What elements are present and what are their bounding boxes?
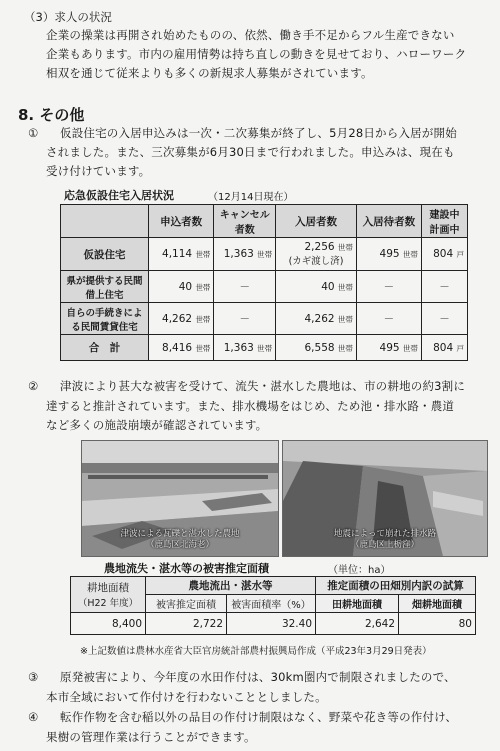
cell-value: 495: [379, 341, 400, 354]
cell: [356, 335, 421, 361]
table1-header-blank: [61, 205, 149, 238]
cell-unit: 世帯: [402, 250, 418, 259]
table1-title: 応急仮設住宅入居状況: [64, 189, 174, 202]
cell-unit: 世帯: [337, 343, 353, 353]
section-heading-3: （3）求人の状況: [24, 10, 112, 24]
table1-header-waiting: 入居待者数: [356, 205, 421, 238]
item-marker-2: ②: [28, 379, 39, 393]
item-marker-3: ③: [28, 670, 39, 684]
table-row: [61, 303, 468, 335]
cell-unit: 世帯: [257, 343, 273, 353]
paragraph-job-offers-l1: 企業の操業は再開され始めたものの、依然、働き手不足からフル生産できない: [46, 28, 455, 42]
item-marker-1: ①: [28, 126, 39, 140]
cell: [214, 335, 276, 361]
photo1-caption-line2: （鹿島区北海老）: [145, 540, 214, 550]
cell: [276, 335, 357, 361]
cell-unit: 世帯: [337, 243, 353, 252]
cell-value: 8,416: [162, 341, 193, 354]
cell-value: 40: [178, 280, 193, 293]
paragraph-job-offers-l2: 企業もあります。市内の雇用情勢は持ち直しの動きを見せており、ハローワーク: [46, 47, 467, 61]
cell: [276, 303, 357, 335]
cell: －: [356, 271, 421, 303]
cell-value: 6,558: [304, 341, 335, 354]
row-label: 自らの手続きによる民間賃貸住宅: [61, 303, 149, 335]
cell: 8,400: [71, 613, 146, 635]
table2-header-area-label: 耕地面積: [87, 582, 129, 594]
item4-line2: 果樹の管理作業は行うことができます。: [46, 730, 256, 744]
cell: －: [421, 271, 467, 303]
cell: －: [356, 303, 421, 335]
table-row: [61, 271, 468, 303]
cell-unit: 戸: [456, 250, 464, 259]
item4-line1: 転作作物を含む稲以外の品目の作付け制限はなく、野菜や花き等の作付け、: [60, 710, 458, 724]
cell: －: [421, 303, 467, 335]
cell-note: (カギ渡し済): [288, 256, 344, 267]
cell: [148, 335, 214, 361]
table2-header-field: 畑耕地面積: [399, 595, 476, 613]
cell-value: 495: [379, 248, 400, 260]
cell: [421, 335, 467, 361]
table-row-total: [61, 335, 468, 361]
farmland-damage-table: [70, 576, 476, 635]
row-label: 合 計: [61, 335, 149, 361]
section-heading-8: 8. その他: [18, 106, 85, 124]
table2-header-area: [71, 577, 146, 613]
row-label: 仮設住宅: [61, 238, 149, 271]
table1-header-construction: 建設中計画中: [421, 205, 467, 238]
table2-header-est-area: 被害推定面積: [146, 595, 227, 613]
item3-line1: 原発被害により、今年度の水田作付は、30km圏内で制限されましたので、: [60, 670, 456, 684]
cell: －: [214, 271, 276, 303]
table2-header-damage: 農地流出・湛水等: [146, 577, 316, 595]
cell: [148, 303, 214, 335]
table2-header-area-year: （H22 年度）: [77, 598, 139, 609]
item2-line3: など多くの施設崩壊が確認されています。: [46, 418, 268, 432]
cell-unit: 戸: [456, 343, 464, 353]
table2-unit: （単位：ha）: [328, 565, 391, 576]
cell: －: [214, 303, 276, 335]
table2-header-estimate: 推定面積の田畑別内訳の試算: [316, 577, 476, 595]
table-row: [71, 613, 476, 635]
cell-value: 4,262: [162, 312, 193, 325]
table-row: [61, 238, 468, 271]
item1-line2: されました。また、三次募集が6月30日まで行われました。申込みは、現在も: [46, 145, 455, 159]
item-marker-4: ④: [28, 710, 39, 724]
cell: [276, 238, 357, 271]
table1-header-cancel: キャンセル者数: [214, 205, 276, 238]
item1-line3: 受け付けています。: [46, 164, 151, 178]
row-label: 県が提供する民間借上住宅: [61, 271, 149, 303]
cell-value: 1,363: [223, 341, 254, 354]
cell-unit: 世帯: [257, 250, 273, 259]
cell-unit: 世帯: [195, 314, 211, 324]
cell: 2,722: [146, 613, 227, 635]
cell: [421, 238, 467, 271]
cell-value: 804: [433, 248, 454, 260]
photo1-caption: [82, 529, 278, 551]
cell-value: 804: [433, 341, 454, 354]
cell: [148, 271, 214, 303]
cell-unit: 世帯: [402, 343, 418, 353]
cell-unit: 世帯: [337, 314, 353, 324]
item2-line2: 達すると推計されています。また、排水機場をはじめ、ため池・排水路・農道: [46, 399, 455, 413]
photo-collapsed-drainage: [282, 440, 488, 557]
photo2-caption-line2: （鹿島区上栃窪）: [350, 540, 419, 550]
cell-unit: 世帯: [195, 282, 211, 292]
table2-title: 農地流失・湛水等の被害推定面積: [104, 562, 269, 575]
cell: 2,642: [316, 613, 399, 635]
photo2-caption-line1: 地震によって崩れた排水路: [333, 529, 436, 539]
cell: 32.40: [227, 613, 316, 635]
cell-unit: 世帯: [195, 250, 211, 259]
photo2-caption: [283, 529, 487, 551]
cell: [276, 271, 357, 303]
cell: [356, 238, 421, 271]
cell: [148, 238, 214, 271]
item1-line1: 仮設住宅の入居申込みは一次・二次募集が終了し、5月28日から入居が開始: [60, 126, 457, 140]
item2-line1: 津波により甚大な被害を受けて、流失・湛水した農地は、市の耕地の約3割に: [60, 379, 466, 393]
cell-unit: 世帯: [195, 343, 211, 353]
table1-date: （12月14日現在）: [208, 192, 294, 203]
table2-header-rate: 被害面積率（%）: [227, 595, 316, 613]
table1-header-applicants: 申込者数: [148, 205, 214, 238]
table1-header-residents: 入居者数: [276, 205, 357, 238]
cell-value: 2,256: [304, 241, 335, 253]
cell: 80: [399, 613, 476, 635]
paragraph-job-offers-l3: 相双を通じて従来よりも多くの新規求人募集がされています。: [46, 66, 373, 80]
housing-table: [60, 204, 468, 361]
photo-flooded-farmland: [81, 440, 279, 557]
photo1-caption-line1: 津波による瓦礫と湛水した農地: [120, 529, 240, 539]
cell-value: 4,262: [304, 312, 335, 325]
item3-line2: 本市全域において作付けを行わないこととしました。: [46, 690, 327, 704]
cell-value: 1,363: [223, 248, 254, 260]
cell-value: 40: [321, 280, 335, 293]
table2-source-note: ※上記数値は農林水産省大臣官房統計部農村振興局作成（平成23年3月29日発表）: [80, 646, 432, 657]
cell: [214, 238, 276, 271]
cell-value: 4,114: [162, 248, 193, 260]
cell-unit: 世帯: [337, 282, 353, 292]
table2-header-paddy: 田耕地面積: [316, 595, 399, 613]
